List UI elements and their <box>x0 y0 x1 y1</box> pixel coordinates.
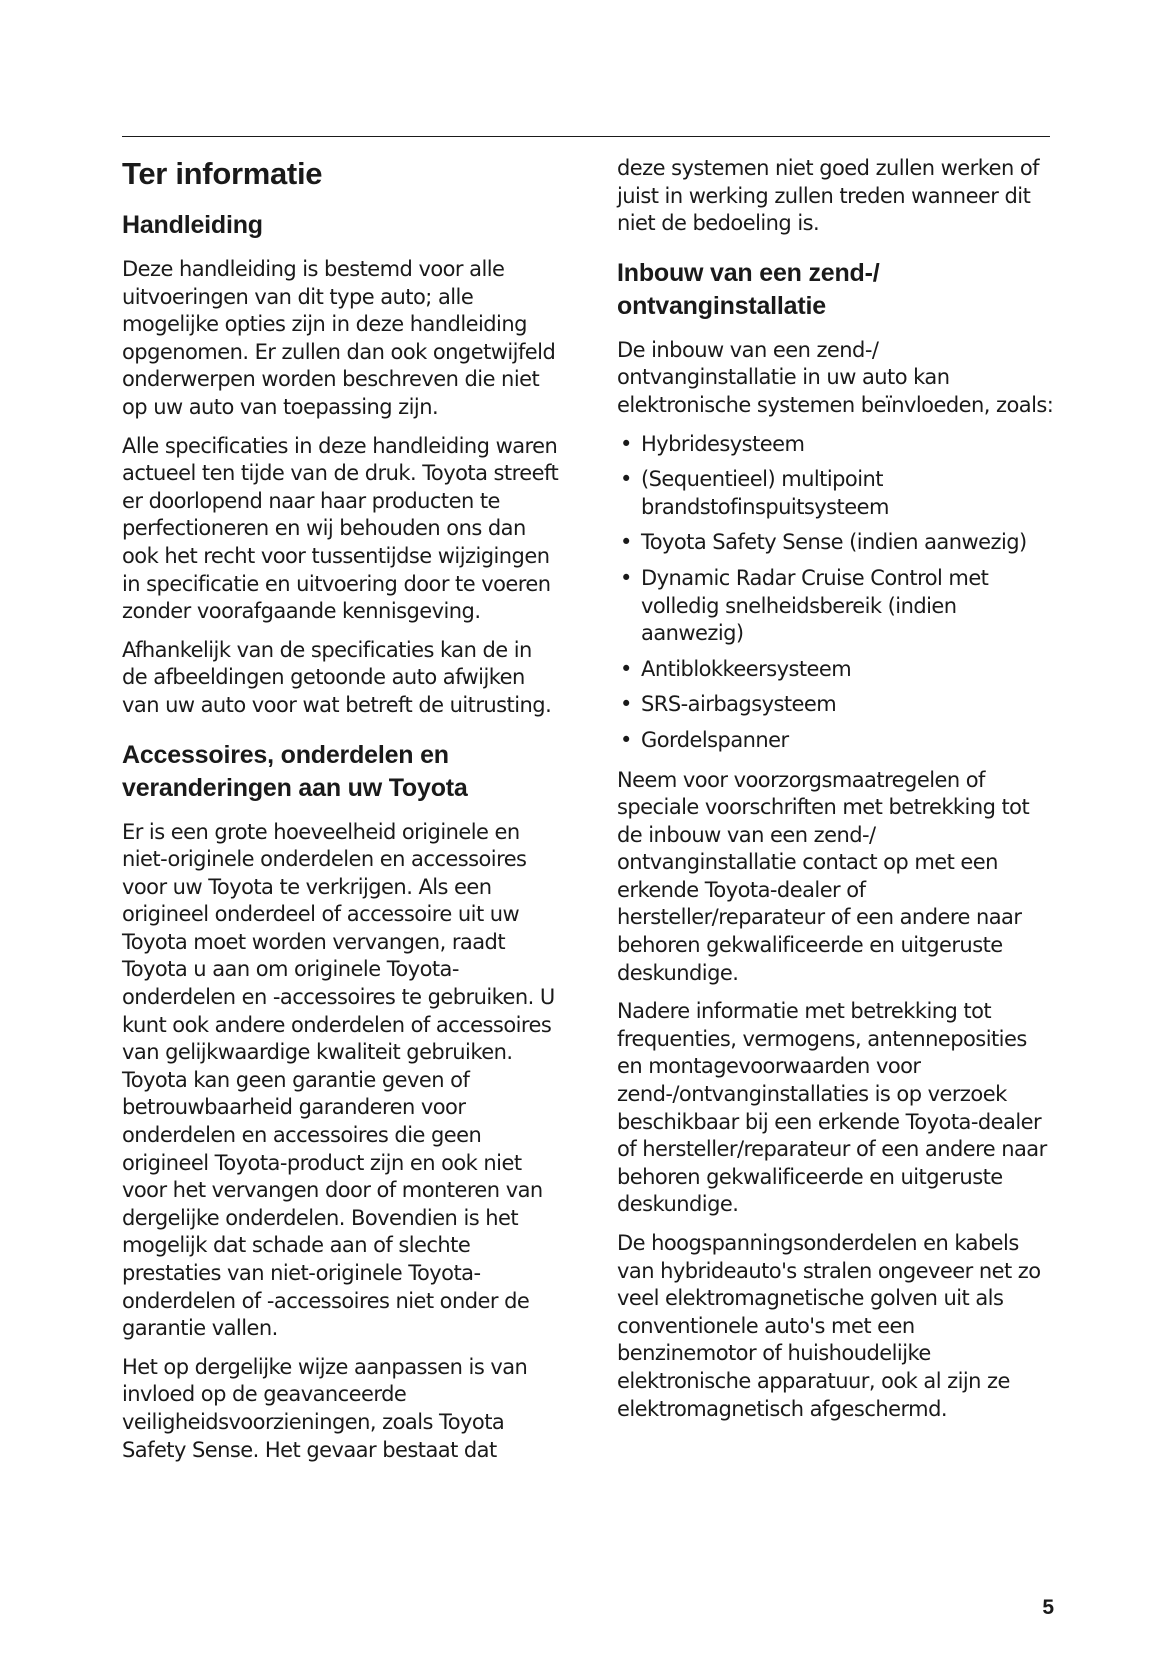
list-item <box>617 656 1057 684</box>
list-item-text: Gordelspanner <box>641 727 789 752</box>
bullet-icon: • <box>620 656 632 681</box>
list-item <box>617 529 1057 557</box>
paragraph: De inbouw van een zend-/ ontvanginstallatie in uw auto kan elektronische systemen beïnvloeden, zoals: <box>617 337 1054 417</box>
paragraph: De hoogspanningsonderdelen en kabels van hybrideauto's stralen ongeveer net zo veel elektromagnetische golven uit als conventionele auto's met een benzinemotor of huishoudelijke elektronische apparatuur, ook al zijn ze elektromagnetisch afgeschermd. <box>617 1231 1041 1421</box>
paragraph: Nadere informatie met betrekking tot frequenties, vermogens, antenneposities en montagevoorwaarden voor zend-/ontvanginstallaties is op verzoek beschikbaar bij een erkende Toyota-dealer of hersteller/reparateur of een andere naar behoren gekwalificeerde en uitgeruste deskundige. <box>617 999 1047 1217</box>
list-item-text: Hybridesysteem <box>641 431 805 456</box>
section-heading-manual: Handleiding <box>122 211 263 239</box>
paragraph: Er is een grote hoeveelheid originele en niet-originele onderdelen en accessoires voor uw Toyota te verkrijgen. Als een origineel onderdeel of accessoire uit uw Toyota moet worden vervangen, raadt Toyota u aan om originele Toyota-onderdelen en -accessoires te gebruiken. U kunt ook andere onderdelen of accessoires van gelijkwaardige kwaliteit gebruiken. Toyota kan geen garantie geven of betrouwbaarheid garanderen voor onderdelen en accessoires die geen origineel Toyota-product zijn en ook niet voor het vervangen door of monteren van dergelijke onderdelen. Bovendien is het mogelijk dat schade aan of slechte prestaties van niet-originele Toyota-onderdelen of -accessoires niet onder de garantie vallen. <box>122 819 555 1341</box>
list-item <box>617 691 1057 719</box>
bullet-icon: • <box>620 467 632 492</box>
list-item <box>617 565 1057 648</box>
bullet-icon: • <box>620 727 632 752</box>
list-item <box>617 727 1057 755</box>
paragraph: Het op dergelijke wijze aanpassen is van invloed op de geavanceerde veiligheidsvoorzieningen, zoals Toyota Safety Sense. Het gevaar bestaat dat <box>122 1354 528 1462</box>
paragraph: Afhankelijk van de specificaties kan de in de afbeeldingen getoonde auto afwijken van uw auto voor wat betreft de uitrusting. <box>122 637 552 717</box>
list-item-text: Antiblokkeersysteem <box>641 656 852 681</box>
paragraph: Alle specificaties in deze handleiding waren actueel ten tijde van de druk. Toyota streeft er doorlopend naar haar producten te perfectioneren en wij behouden ons dan ook het recht voor tussentijdse wijzigingen in specificatie en uitvoering door te voeren zonder voorafgaande kennisgeving. <box>122 433 559 624</box>
bullet-icon: • <box>620 431 632 456</box>
paragraph-continuation: deze systemen niet goed zullen werken of juist in werking zullen treden wanneer dit niet de bedoeling is. <box>617 156 1039 236</box>
paragraph: Deze handleiding is bestemd voor alle uitvoeringen van dit type auto; alle mogelijke opties zijn in deze handleiding opgenomen. Er zullen dan ook ongetwijfeld onderwerpen worden beschreven die niet op uw auto van toepassing zijn. <box>122 257 556 419</box>
section-heading-accessories: Accessoires, onderdelen en veranderingen aan uw Toyota <box>122 740 468 802</box>
systems-list <box>617 431 1057 755</box>
list-item-text: Toyota Safety Sense (indien aanwezig) <box>641 530 1027 555</box>
right-column <box>617 155 1057 1434</box>
section-heading-transceiver: Inbouw van een zend-/ ontvanginstallatie <box>617 258 880 320</box>
page-title: Ter informatie <box>122 156 323 191</box>
left-column <box>122 150 562 1475</box>
bullet-icon: • <box>620 530 632 555</box>
list-item <box>617 466 1057 521</box>
bullet-icon: • <box>620 692 632 717</box>
page-number: 5 <box>1042 1596 1054 1619</box>
list-item-text: (Sequentieel) multipoint brandstofinspuitsysteem <box>641 467 889 519</box>
paragraph: Neem voor voorzorgsmaatregelen of speciale voorschriften met betrekking tot de inbouw van een zend-/ ontvanginstallatie contact op met een erkende Toyota-dealer of hersteller/reparateur of een andere naar behoren gekwalificeerde en uitgeruste deskundige. <box>617 767 1030 985</box>
list-item-text: Dynamic Radar Cruise Control met volledig snelheidsbereik (indien aanwezig) <box>641 565 989 646</box>
list-item <box>617 431 1057 459</box>
top-rule <box>122 136 1050 137</box>
list-item-text: SRS-airbagsysteem <box>641 692 837 717</box>
bullet-icon: • <box>620 565 632 590</box>
